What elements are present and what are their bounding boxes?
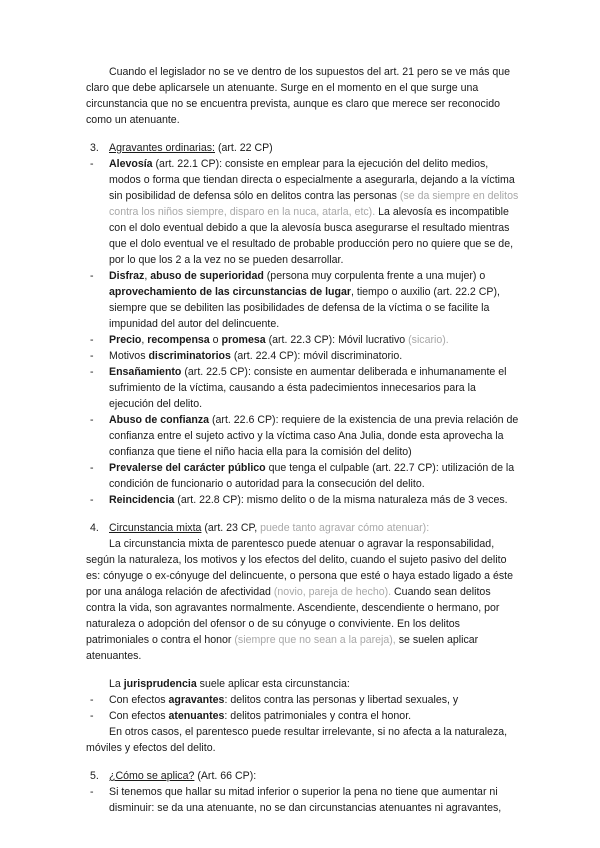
item-text: , [144, 270, 151, 282]
term-bold: Abuso de confianza [109, 414, 210, 426]
list-item [86, 492, 520, 508]
section-ref: (Art. 66 CP): [194, 770, 257, 782]
item-text: (art. 22.1 CP): consiste en emplear para la ejecución del delito medios, modos o forma que tiendan directa o especialmente a asegurarla, dejando a la víctima sin posibilidad de defensa sólo en delitos contra las personas [109, 158, 515, 202]
section-number: 3. [90, 142, 99, 154]
jurisprudence-paragraph [86, 676, 520, 692]
item-text: Con efectos [109, 694, 169, 706]
bullet-dash: - [90, 158, 94, 170]
mixed-circumstance-paragraph [86, 536, 520, 664]
term-bold: Precio [109, 334, 142, 346]
term-bold: Alevosía [109, 158, 153, 170]
section-number: 5. [90, 770, 99, 782]
item-text: (art. 22.8 CP): mismo delito o de la misma naturaleza más de 3 veces. [174, 494, 508, 506]
item-note-gray: (se da siempre en delitos contra los niños siempre, disparo en la nuca, atarla, etc). [109, 190, 519, 218]
item-text: (art. 22.6 CP): requiere de la existencia de una previa relación de confianza entre el sujeto activo y la víctima caso Ana Julia, donde esta aprovecha la confianza que tiene el niño hacia ella para la comisión del delito) [109, 414, 519, 458]
section-ref: (art. 23 CP, [201, 522, 261, 534]
item-note-gray: (sicario). [408, 334, 449, 346]
term-bold: promesa [221, 334, 266, 346]
term-bold: agravantes [168, 694, 225, 706]
bullet-dash: - [90, 694, 94, 706]
list-item [86, 692, 520, 708]
bullet-dash: - [90, 350, 94, 362]
section-title: ¿Cómo se aplica? [109, 770, 195, 782]
para-text: Cuando sean delitos contra la vida, son agravantes normalmente. Ascendiente, descendiente o hermano, por naturaleza o adopción del ofensor o de su cónyuge o conviviente. En los delitos patrimoniales o contra el honor [86, 586, 500, 646]
section-number: 4. [90, 522, 99, 534]
section-5-heading [86, 768, 520, 784]
bullet-dash: - [90, 786, 94, 798]
item-text: , tiempo o auxilio (art. 22.2 CP), siempre que se debiliten las posibilidades de defensa de la víctima o se facilite la impunidad del autor del delincuente. [109, 286, 500, 330]
term-bold: recompensa [147, 334, 210, 346]
section-title: Agravantes ordinarias: [109, 142, 215, 154]
bullet-dash: - [90, 414, 94, 426]
item-text: (art. 22.3 CP): Móvil lucrativo [265, 334, 409, 346]
bullet-dash: - [90, 366, 94, 378]
item-text: (art. 22.4 CP): móvil discriminatorio. [230, 350, 403, 362]
term-bold: Disfraz [109, 270, 145, 282]
term-bold: Ensañamiento [109, 366, 182, 378]
bullet-dash: - [90, 710, 94, 722]
item-text: , [141, 334, 148, 346]
item-text: Motivos [109, 350, 149, 362]
section-ref: (art. 22 CP) [215, 142, 273, 154]
para-note-gray: (novio, pareja de hecho). [270, 586, 392, 598]
closing-paragraph: En otros casos, el parentesco puede resultar irrelevante, si no afecta a la naturaleza, móviles y efectos del delito. [86, 726, 508, 754]
list-item [86, 332, 520, 348]
item-text: (persona muy corpulenta frente a una mujer) o [263, 270, 486, 282]
item-text: Con efectos [109, 710, 169, 722]
list-item [86, 268, 520, 332]
para-text: La [109, 678, 124, 690]
para-text: suele aplicar esta circunstancia: [196, 678, 350, 690]
item-text: que tenga el culpable (art. 22.7 CP): utilización de la condición de funcionario o autoridad para la consecución del delito. [109, 462, 515, 490]
item-text: : delitos contra las personas y libertad sexuales, y [224, 694, 459, 706]
term-bold: abuso de superioridad [150, 270, 264, 282]
section-3-heading [86, 140, 520, 156]
term-bold: jurisprudencia [123, 678, 197, 690]
term-bold: Prevalerse del carácter público [109, 462, 266, 474]
bullet-dash: - [90, 270, 94, 282]
item-text: o [209, 334, 222, 346]
item-text: La alevosía es incompatible con el dolo eventual debido a que la alevosía busca asegurarse el resultado mientras que el dolo eventual ve el resultado de probable producción pero no quiere que se de, por lo que los 2 a la vez no se pueden desarrollar. [109, 206, 514, 266]
term-bold: aprovechamiento de las circunstancias de lugar [109, 286, 351, 298]
list-item [86, 412, 520, 460]
list-item [86, 460, 520, 492]
list-item [86, 364, 520, 412]
list-item [86, 784, 520, 816]
bullet-dash: - [90, 494, 94, 506]
term-bold: Reincidencia [109, 494, 175, 506]
list-item [86, 348, 520, 364]
list-item [86, 708, 520, 724]
bullet-dash: - [90, 334, 94, 346]
para-text: La circunstancia mixta de parentesco puede atenuar o agravar la responsabilidad, según la naturaleza, los motivos y los efectos del delito, cuando el sujeto pasivo del delito es: cónyuge o ex-cónyuge del delincuente, o persona que esté o haya estado ligado a éste por una análoga relación de afectividad [86, 538, 513, 598]
section-4-heading [86, 520, 520, 536]
para-text: se suelen aplicar atenuantes. [86, 634, 479, 662]
bullet-dash: - [90, 462, 94, 474]
section-note-gray: puede tanto agravar cómo atenuar): [260, 522, 430, 534]
term-bold: atenuantes [168, 710, 225, 722]
item-text: Si tenemos que hallar su mitad inferior o superior la pena no tiene que aumentar ni disminuir: se da una atenuante, no se dan circunstancias atenuantes ni agravantes, [109, 786, 502, 814]
term-bold: discriminatorios [148, 350, 231, 362]
para-note-gray: (siempre que no sean a la pareja), [231, 634, 396, 646]
item-text: (art. 22.5 CP): consiste en aumentar deliberada e inhumanamente el sufrimiento de la víctima, causando a ésta padecimientos innecesarios para la ejecución del delito. [109, 366, 507, 410]
intro-paragraph: Cuando el legislador no se ve dentro de los supuestos del art. 21 pero se ve más que claro que debe aplicarsele un atenuante. Surge en el momento en el que surge una circunstancia que no se encuentra prevista, aunque es claro que merece ser reconocido como un atenuante. [86, 66, 511, 126]
list-item [86, 156, 520, 268]
item-text: : delitos patrimoniales y contra el honor. [224, 710, 412, 722]
section-title: Circunstancia mixta [109, 522, 202, 534]
